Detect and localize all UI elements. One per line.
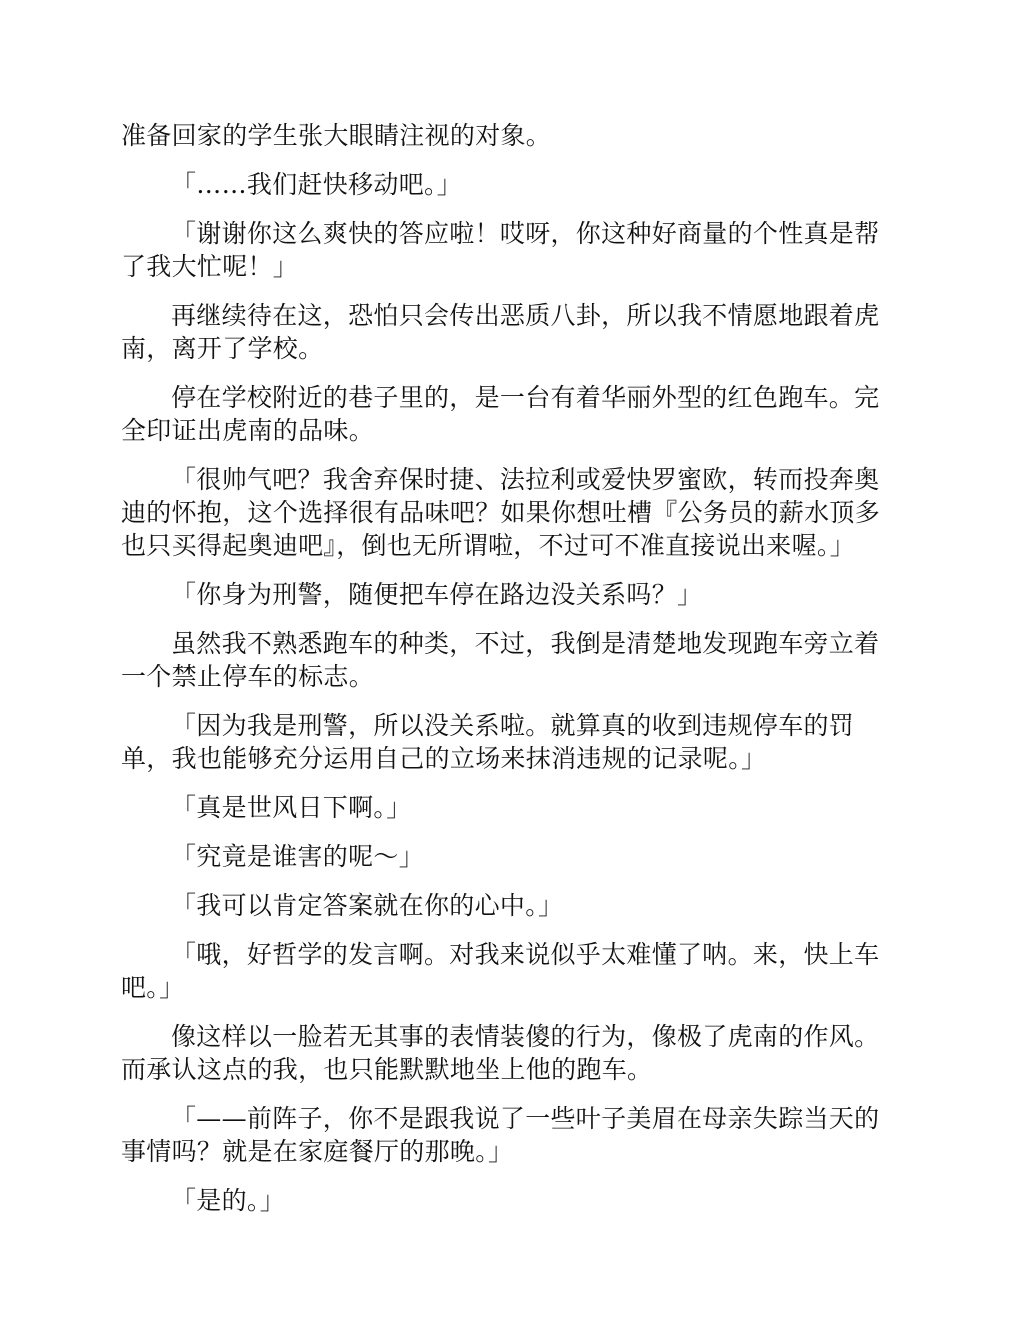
paragraph: 「真是世风日下啊。」	[171, 793, 412, 822]
paragraph: 「……我们赶快移动吧。」	[171, 170, 463, 199]
paragraph: 再继续待在这，恐怕只会传出恶质八卦，所以我不情愿地跟着虎南，离开了学校。	[121, 301, 880, 363]
paragraph: 「是的。」	[171, 1186, 286, 1215]
paragraph: 「很帅气吧？我舍弃保时捷、法拉利或爱快罗蜜欧，转而投奔奥迪的怀抱，这个选择很有品味吧？如果你想吐槽『公务员的薪水顶多也只买得起奥迪吧』，倒也无所谓啦，不过可不准直接说出来喔。」	[121, 465, 881, 560]
paragraph: 准备回家的学生张大眼睛注视的对象。	[121, 121, 552, 150]
paragraph: 「哦，好哲学的发言啊。对我来说似乎太难懂了呐。来，快上车吧。」	[121, 940, 880, 1002]
paragraph: 「究竟是谁害的呢～」	[171, 842, 425, 871]
paragraph: 虽然我不熟悉跑车的种类，不过，我倒是清楚地发现跑车旁立着一个禁止停车的标志。	[121, 629, 880, 691]
paragraph: 「你身为刑警，随便把车停在路边没关系吗？」	[171, 580, 703, 609]
paragraph: 「因为我是刑警，所以没关系啦。就算真的收到违规停车的罚单，我也能够充分运用自己的立场来抹消违规的记录呢。」	[121, 711, 855, 773]
paragraph: 像这样以一脸若无其事的表情装傻的行为，像极了虎南的作风。而承认这点的我，也只能默默地坐上他的跑车。	[121, 1022, 880, 1084]
paragraph: 停在学校附近的巷子里的，是一台有着华丽外型的红色跑车。完全印证出虎南的品味。	[121, 383, 880, 445]
paragraph: 「我可以肯定答案就在你的心中。」	[171, 891, 564, 920]
paragraph: 「谢谢你这么爽快的答应啦！哎呀，你这种好商量的个性真是帮了我大忙呢！」	[121, 219, 880, 281]
document-page	[121, 119, 899, 1233]
paragraph: 「——前阵子，你不是跟我说了一些叶子美眉在母亲失踪当天的事情吗？就是在家庭餐厅的那晚。」	[121, 1104, 880, 1166]
